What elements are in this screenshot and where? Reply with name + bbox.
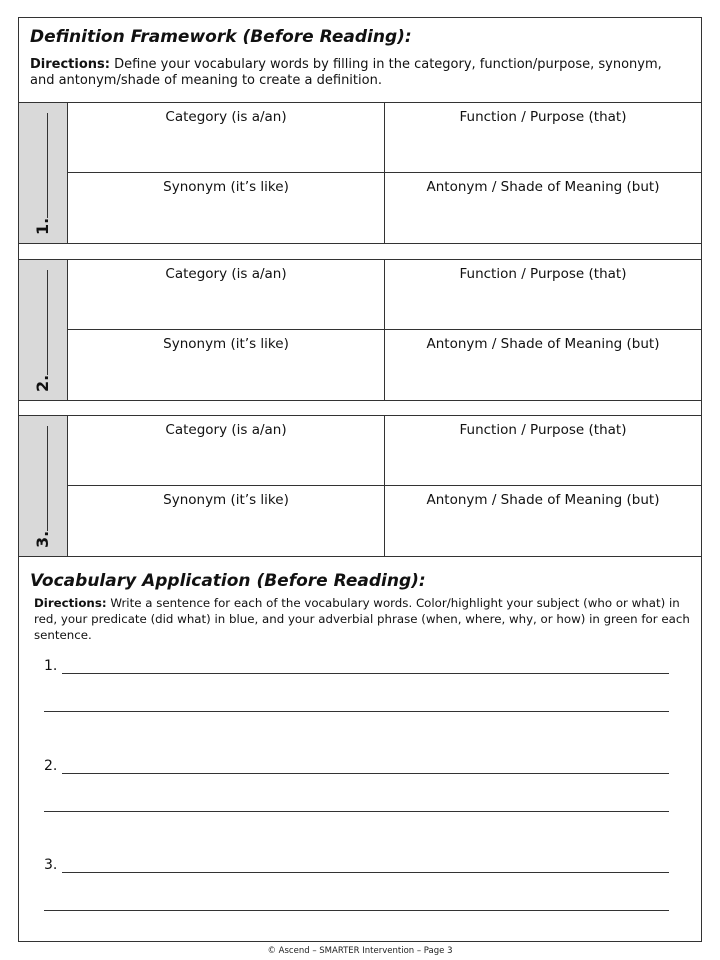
sentence-row-3[interactable] <box>44 853 669 873</box>
sentence-line[interactable] <box>44 910 669 911</box>
word-label-column <box>19 260 68 400</box>
category-label: Category (is a/an) <box>165 266 287 282</box>
directions-text: Define your vocabulary words by filling in the category, function/purpose, synonym, and antonym/shade of meaning to create a definition. <box>30 57 662 88</box>
antonym-label: Antonym / Shade of Meaning (but) <box>426 336 660 352</box>
category-cell[interactable] <box>68 103 385 173</box>
function-label: Function / Purpose (that) <box>459 422 627 438</box>
sentence-line[interactable] <box>62 773 669 774</box>
category-label: Category (is a/an) <box>165 109 287 125</box>
vocabulary-application-directions <box>34 595 696 643</box>
sentence-row-2[interactable] <box>44 754 669 774</box>
sentence-line[interactable] <box>44 811 669 812</box>
function-cell[interactable] <box>385 103 701 173</box>
definition-block-3 <box>19 415 701 557</box>
synonym-label: Synonym (it’s like) <box>163 492 289 508</box>
sentence-row-1[interactable] <box>44 654 669 674</box>
synonym-label: Synonym (it’s like) <box>163 179 289 195</box>
synonym-cell[interactable] <box>68 486 385 556</box>
antonym-cell[interactable] <box>385 330 701 400</box>
sentence-row-3-continued[interactable] <box>44 891 669 911</box>
directions-label: Directions: <box>34 596 107 610</box>
word-number-1: 1. <box>33 105 53 235</box>
definition-framework-directions <box>30 57 680 89</box>
antonym-cell[interactable] <box>385 173 701 243</box>
synonym-cell[interactable] <box>68 330 385 400</box>
page-footer: © Ascend – SMARTER Intervention – Page 3 <box>267 946 453 956</box>
directions-label: Directions: <box>30 57 110 72</box>
sentence-row-2-continued[interactable] <box>44 792 669 812</box>
synonym-cell[interactable] <box>68 173 385 243</box>
sentence-number-1: 1. <box>44 658 58 674</box>
sentence-number-2: 2. <box>44 758 58 774</box>
word-blank-line[interactable] <box>33 270 48 375</box>
word-blank-line[interactable] <box>33 113 48 218</box>
word-label-column <box>19 416 68 556</box>
function-cell[interactable] <box>385 416 701 486</box>
definition-block-1 <box>19 102 701 244</box>
function-label: Function / Purpose (that) <box>459 109 627 125</box>
category-cell[interactable] <box>68 260 385 330</box>
antonym-cell[interactable] <box>385 486 701 556</box>
sentence-line[interactable] <box>62 673 669 674</box>
sentence-line[interactable] <box>62 872 669 873</box>
directions-text: Write a sentence for each of the vocabulary words. Color/highlight your subject (who or what) in red, your predicate (did what) in blue, and your adverbial phrase (when, where, why, or how) in green for each sentence. <box>34 596 690 642</box>
sentence-row-1-continued[interactable] <box>44 692 669 712</box>
sentence-number-3: 3. <box>44 857 58 873</box>
function-label: Function / Purpose (that) <box>459 266 627 282</box>
antonym-label: Antonym / Shade of Meaning (but) <box>426 179 660 195</box>
word-number-2: 2. <box>33 262 53 392</box>
category-label: Category (is a/an) <box>165 422 287 438</box>
function-cell[interactable] <box>385 260 701 330</box>
definition-block-2 <box>19 259 701 401</box>
synonym-label: Synonym (it’s like) <box>163 336 289 352</box>
category-cell[interactable] <box>68 416 385 486</box>
antonym-label: Antonym / Shade of Meaning (but) <box>426 492 660 508</box>
word-label-column <box>19 103 68 243</box>
word-number-3: 3. <box>33 418 53 548</box>
definition-framework-title: Definition Framework (Before Reading): <box>30 27 412 47</box>
word-blank-line[interactable] <box>33 426 48 531</box>
vocabulary-application-title: Vocabulary Application (Before Reading): <box>30 571 426 591</box>
worksheet-frame <box>18 17 702 942</box>
sentence-line[interactable] <box>44 711 669 712</box>
